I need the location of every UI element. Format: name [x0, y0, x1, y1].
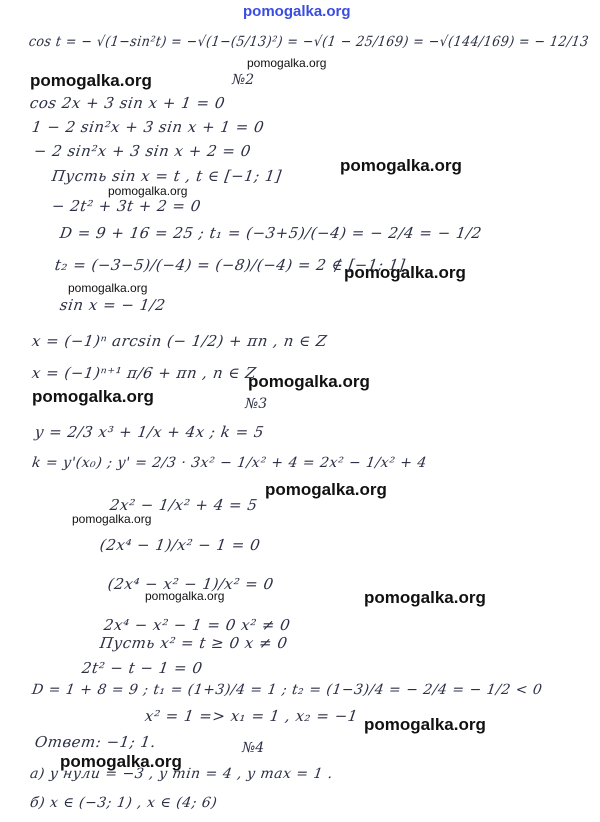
math-line: б) x ∈ (−3; 1) , x ∈ (4; 6) — [28, 795, 219, 811]
math-line: y = 2/3 x³ + 1/x + 4x ; k = 5 — [33, 423, 266, 441]
math-line: D = 1 + 8 = 9 ; t₁ = (1+3)/4 = 1 ; t₂ = (1−3)/4 = − 2/4 = − 1/2 < 0 — [30, 682, 544, 698]
math-line: cos 2x + 3 sin x + 1 = 0 — [28, 94, 227, 112]
watermark-small: pomogalka.org — [145, 589, 225, 603]
math-line: Пусть x² = t ≥ 0 x ≠ 0 — [98, 634, 289, 652]
section-number: №2 — [232, 72, 255, 88]
math-line: − 2 sin²x + 3 sin x + 2 = 0 — [32, 142, 253, 160]
watermark-small: pomogalka.org — [108, 184, 188, 198]
math-line: sin x = − 1/2 — [58, 296, 167, 314]
watermark-large: pomogalka.org — [32, 387, 154, 406]
watermark-large: pomogalka.org — [30, 71, 152, 90]
watermark-large: pomogalka.org — [340, 156, 462, 175]
watermark-large: pomogalka.org — [364, 588, 486, 607]
watermark-top: pomogalka.org — [243, 3, 351, 20]
watermark-large: pomogalka.org — [248, 372, 370, 391]
section-number: №4 — [242, 740, 265, 756]
math-line: x = (−1)ⁿ arcsin (− 1/2) + πn , n ∈ Z — [30, 332, 329, 350]
math-line: (2x⁴ − x² − 1)/x² = 0 — [106, 575, 275, 593]
math-line: 2x⁴ − x² − 1 = 0 x² ≠ 0 — [102, 616, 292, 634]
watermark-small: pomogalka.org — [247, 56, 327, 70]
math-line: Ответ: −1; 1. — [33, 733, 158, 751]
math-line: cos t = − √(1−sin²t) = −√(1−(5/13)²) = −√(1 − 25/169) = −√(144/169) = − 12/13 — [27, 34, 590, 50]
watermark-small: pomogalka.org — [72, 512, 152, 526]
section-number: №3 — [245, 396, 268, 412]
math-line: t₂ = (−3−5)/(−4) = (−8)/(−4) = 2 ∉ [−1; 1] — [53, 256, 407, 274]
watermark-large: pomogalka.org — [364, 715, 486, 734]
math-line: 1 − 2 sin²x + 3 sin x + 1 = 0 — [30, 118, 266, 136]
math-line: D = 9 + 16 = 25 ; t₁ = (−3+5)/(−4) = − 2/4 = − 1/2 — [58, 224, 484, 242]
math-line: x = (−1)ⁿ⁺¹ π/6 + πn , n ∈ Z — [30, 364, 258, 382]
math-line: 2x² − 1/x² + 4 = 5 — [108, 496, 259, 514]
math-line: а) y нули = −3 , y min = 4 , y max = 1 . — [28, 766, 334, 782]
math-line: k = y'(x₀) ; y' = 2/3 · 3x² − 1/x² + 4 = 2x² − 1/x² + 4 — [30, 455, 428, 471]
watermark-small: pomogalka.org — [68, 281, 148, 295]
watermark-large: pomogalka.org — [344, 263, 466, 282]
math-line: Пусть sin x = t , t ∈ [−1; 1] — [50, 167, 283, 185]
math-line: − 2t² + 3t + 2 = 0 — [50, 197, 203, 215]
math-line: x² = 1 => x₁ = 1 , x₂ = −1 — [143, 707, 360, 725]
math-line: 2t² − t − 1 = 0 — [80, 659, 204, 677]
watermark-large: pomogalka.org — [265, 480, 387, 499]
math-line: (2x⁴ − 1)/x² − 1 = 0 — [98, 536, 262, 554]
watermark-large: pomogalka.org — [60, 752, 182, 771]
